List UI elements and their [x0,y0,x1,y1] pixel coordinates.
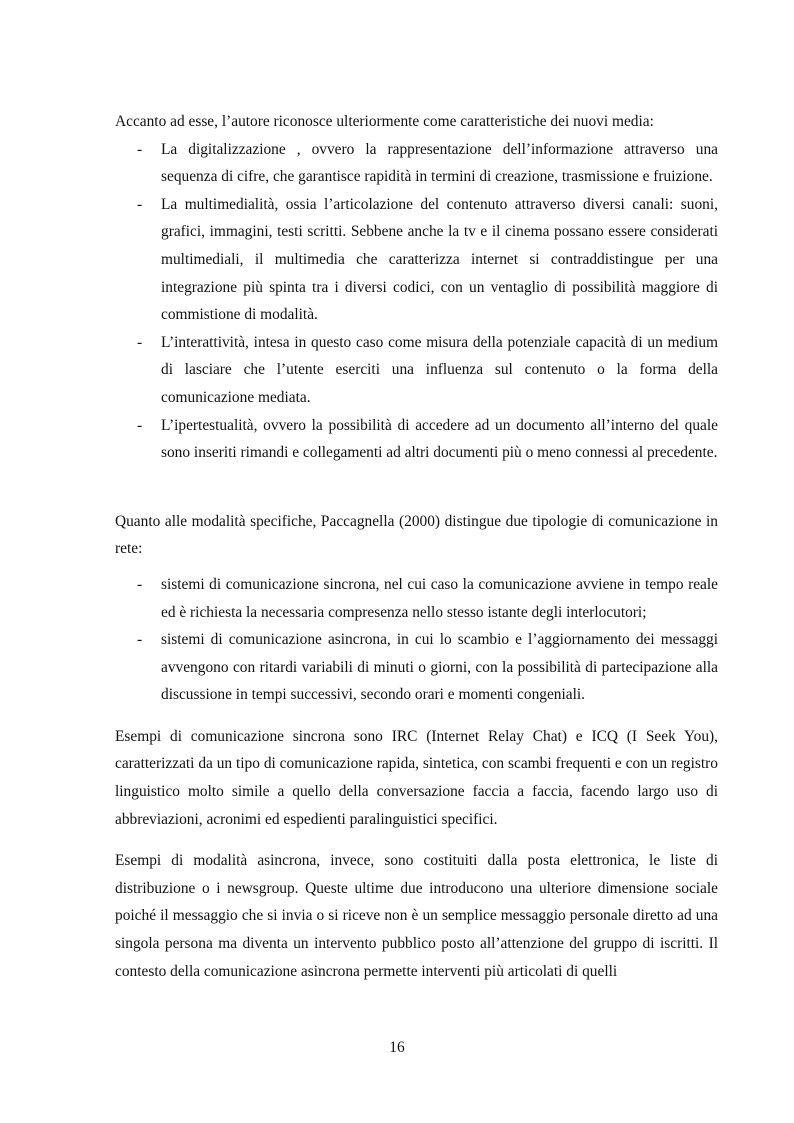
page-body [115,108,718,985]
page-number: 16 [389,1039,405,1056]
list-item-text: La digitalizzazione , ovvero la rappresentazione dell’informazione attraverso una sequenza di cifre, che garantisce rapidità in termini di creazione, trasmissione e fruizione. [161,140,718,186]
dash-bullet: - [137,416,143,434]
intro-paragraph: Accanto ad esse, l’autore riconosce ulteriormente come caratteristiche dei nuovi media: [115,113,654,130]
list-item [115,626,718,709]
list-item-text: La multimedialità, ossia l’articolazione del contenuto attraverso diversi canali: suoni, grafici, immagini, testi scritti. Sebbene anche la tv e il cinema possano essere considerati multimediali, il multimedia che caratterizza internet si contraddistingue per una integrazione più spinta tra i diversi codici, con un ventaglio di possibilità maggiore di commistione di modalità. [161,195,718,324]
dash-bullet: - [137,140,143,158]
list-item [115,571,718,626]
dash-bullet: - [137,631,143,649]
async-paragraph: Esempi di modalità asincrona, invece, sono costituiti dalla posta elettronica, le liste di distribuzione o i newsgroup. Queste ultime due introducono una ulteriore dimensione sociale poiché il messaggio che si invia o si riceve non è un semplice messaggio personale diretto ad una singola persona ma diventa un intervento pubblico posto all’attenzione del gruppo di iscritti. Il contesto della comunicazione asincrona permette interventi più articolati di quelli [115,852,718,980]
dash-bullet: - [137,575,143,593]
features-list [115,136,718,467]
list-item-text: sistemi di comunicazione sincrona, nel cui caso la comunicazione avviene in tempo reale ed è richiesta la necessaria compresenza nello stesso istante degli interlocutori; [161,575,718,621]
list-item-text: L’ipertestualità, ovvero la possibilità di accedere ad un documento all’interno del quale sono inseriti rimandi e collegamenti ad altri documenti più o meno connessi al precedente. [161,416,718,462]
list-item-text: sistemi di comunicazione asincrona, in cui lo scambio e l’aggiornamento dei messaggi avvengono con ritardi variabili di minuti o giorni, con la possibilità di partecipazione alla discussione in tempi successivi, secondo orari e momenti congeniali. [161,631,718,704]
sync-paragraph: Esempi di comunicazione sincrona sono IRC (Internet Relay Chat) e ICQ (I Seek You), caratterizzati da un tipo di comunicazione rapida, sintetica, con scambi frequenti e con un registro linguistico molto simile a quello della conversazione faccia a faccia, facendo largo uso di abbreviazioni, acronimi ed espedienti paralinguistici specifici. [115,727,718,828]
spacer [115,563,718,571]
dash-bullet: - [137,195,143,213]
dash-bullet: - [137,333,143,351]
modalities-list [115,571,718,709]
list-item [115,136,718,191]
spacer [115,709,718,723]
spacer [115,467,718,508]
spacer [115,833,718,847]
list-item [115,329,718,412]
modalities-intro-paragraph: Quanto alle modalità specifiche, Paccagnella (2000) distingue due tipologie di comunicazione in rete: [115,512,718,558]
list-item [115,191,718,329]
list-item [115,412,718,467]
list-item-text: L’interattività, intesa in questo caso come misura della potenziale capacità di un medium di lasciare che l’utente eserciti una influenza sul contenuto o la forma della comunicazione mediata. [161,333,718,406]
